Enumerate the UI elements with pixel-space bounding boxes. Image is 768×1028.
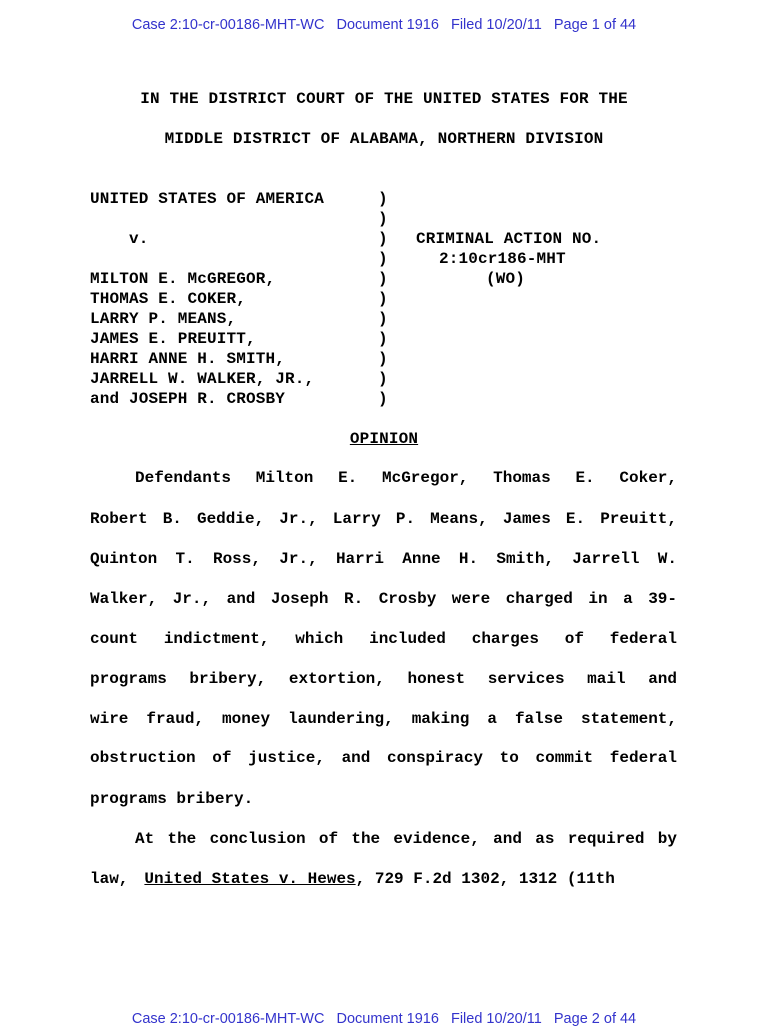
paragraph-line-text: Robert B. Geddie, Jr., Larry P. Means, James E. Preuitt, (90, 510, 677, 528)
caption-paren: ) (378, 230, 388, 248)
caption-party: JARRELL W. WALKER, JR., (90, 370, 315, 388)
paragraph-line-text: programs bribery, extortion, honest services mail and (90, 670, 677, 688)
case-citation-link: United States v. Hewes (144, 870, 356, 888)
case-number: 2:10cr186-MHT (439, 250, 566, 268)
court-heading-line-1: IN THE DISTRICT COURT OF THE UNITED STATES FOR THE (140, 90, 628, 108)
paragraph-line (90, 629, 677, 649)
caption-paren: ) (378, 390, 388, 408)
caption-paren: ) (378, 310, 388, 328)
caption-paren: ) (378, 350, 388, 368)
caption-paren: ) (378, 210, 388, 228)
criminal-action-label: CRIMINAL ACTION NO. (416, 230, 602, 248)
paragraph-line (90, 509, 677, 529)
paragraph-line-text: At the conclusion of the evidence, and as required by (135, 830, 677, 848)
case-code: (WO) (486, 270, 526, 288)
caption-party: MILTON E. McGREGOR, (90, 270, 276, 288)
caption-paren: ) (378, 250, 388, 268)
paragraph-line (90, 468, 677, 488)
caption-party: UNITED STATES OF AMERICA (90, 190, 325, 208)
caption-versus: v. (90, 230, 149, 248)
page-header-top: Case 2:10-cr-00186-MHT-WC Document 1916 Filed 10/20/11 Page 1 of 44 (131, 17, 637, 33)
paragraph-line (90, 549, 677, 569)
caption-paren: ) (378, 270, 388, 288)
caption-party: THOMAS E. COKER, (90, 290, 247, 308)
paragraph-line-text: wire fraud, money laundering, making a false statement, (90, 710, 677, 728)
paragraph-line (90, 589, 677, 609)
paragraph-line-text: Quinton T. Ross, Jr., Harri Anne H. Smith, Jarrell W. (90, 550, 677, 568)
paragraph-line (90, 789, 677, 809)
paragraph-line (90, 669, 677, 689)
caption-party: and JOSEPH R. CROSBY (90, 390, 286, 408)
paragraph-line-text: Defendants Milton E. McGregor, Thomas E. Coker, (135, 469, 677, 487)
paragraph-line-text: law, (90, 870, 129, 888)
paragraph-line-text: Walker, Jr., and Joseph R. Crosby were charged in a 39- (90, 590, 677, 608)
caption-paren: ) (378, 330, 388, 348)
paragraph-line (90, 709, 677, 729)
paragraph-line-text: obstruction of justice, and conspiracy to commit federal (90, 749, 677, 767)
caption-paren: ) (378, 190, 388, 208)
paragraph-line-text: programs bribery. (90, 790, 254, 808)
paragraph-line-text: , 729 F.2d 1302, 1312 (11th (355, 870, 615, 888)
court-heading-line-2: MIDDLE DISTRICT OF ALABAMA, NORTHERN DIVISION (164, 130, 604, 148)
caption-paren: ) (378, 290, 388, 308)
paragraph-line-text: count indictment, which included charges of federal (90, 630, 677, 648)
paragraph-line (90, 748, 677, 768)
caption-paren: ) (378, 370, 388, 388)
opinion-title: OPINION (349, 430, 419, 448)
paragraph-line (90, 869, 677, 889)
caption-party: LARRY P. MEANS, (90, 310, 237, 328)
caption-party: HARRI ANNE H. SMITH, (90, 350, 286, 368)
page-header-bottom: Case 2:10-cr-00186-MHT-WC Document 1916 Filed 10/20/11 Page 2 of 44 (131, 1011, 637, 1027)
paragraph-line (90, 829, 677, 849)
caption-party: JAMES E. PREUITT, (90, 330, 256, 348)
